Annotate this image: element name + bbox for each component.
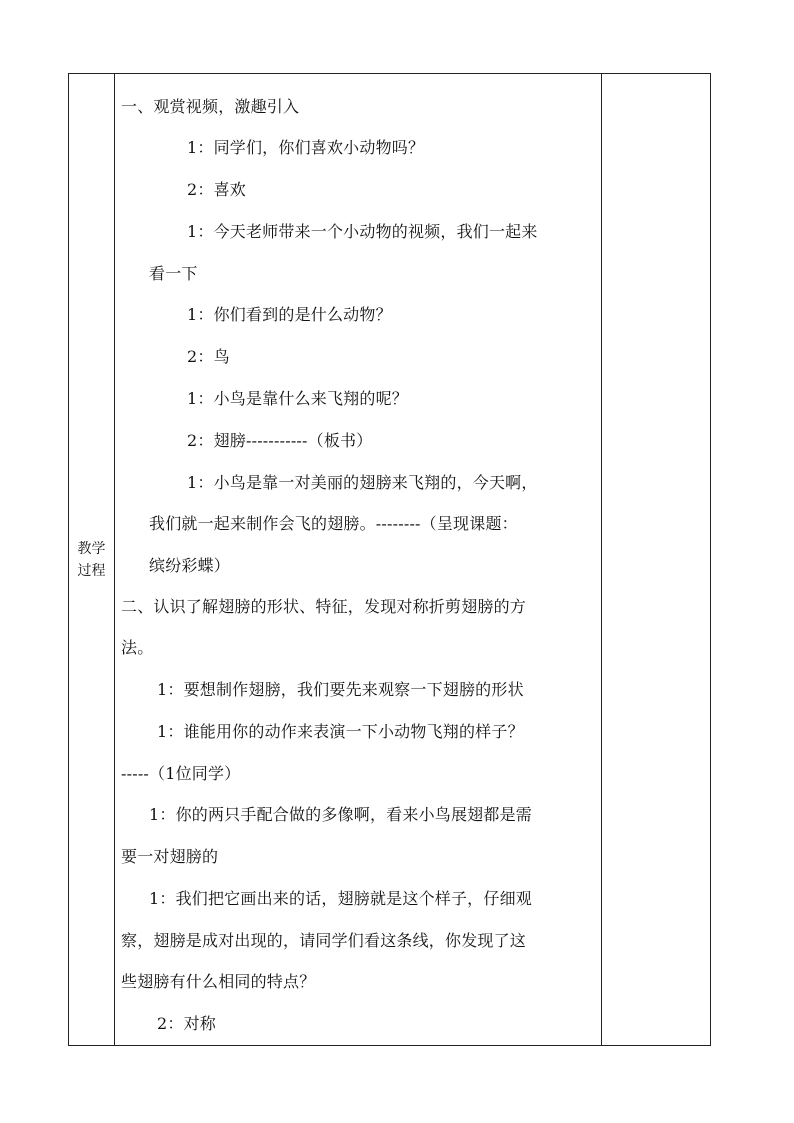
text-line: 1：今天老师带来一个小动物的视频，我们一起来 — [187, 222, 538, 241]
text-line: 1：要想制作翅膀，我们要先来观察一下翅膀的形状 — [157, 680, 524, 699]
text-line: 2：喜欢 — [187, 180, 246, 199]
text-line: 察，翅膀是成对出现的，请同学们看这条线，你发现了这 — [121, 931, 527, 950]
text-line: 二、认识了解翅膀的形状、特征，发现对称折剪翅膀的方 — [121, 597, 527, 616]
text-line: 2：翅膀-----------（板书） — [187, 431, 373, 450]
text-line: 1：我们把它画出来的话，翅膀就是这个样子，仔细观 — [149, 889, 532, 908]
text-line: 一、观赏视频，激趣引入 — [121, 97, 300, 116]
text-line: 1：你的两只手配合做的多像啊，看来小鸟展翅都是需 — [149, 805, 532, 824]
text-line: 2：鸟 — [187, 347, 230, 366]
text-line: 些翅膀有什么相同的特点？ — [121, 972, 316, 991]
text-line: 2：对称 — [157, 1014, 216, 1033]
column-divider-right — [601, 74, 602, 1045]
lesson-table — [68, 73, 711, 1046]
text-line: 1：同学们，你们喜欢小动物吗？ — [187, 138, 425, 157]
text-line: 1：小鸟是靠一对美丽的翅膀来飞翔的，今天啊， — [187, 473, 538, 492]
row-label: 教学过程 — [77, 540, 106, 579]
text-line: 我们就一起来制作会飞的翅膀。--------（呈现课题： — [149, 514, 518, 533]
text-line: 1：谁能用你的动作来表演一下小动物飞翔的样子？ — [157, 722, 524, 741]
text-line: 缤纷彩蝶） — [149, 556, 231, 575]
text-line: 看一下 — [149, 264, 198, 283]
text-line: -----（1位同学） — [121, 764, 241, 783]
text-line: 1：你们看到的是什么动物？ — [187, 305, 392, 324]
text-line: 要一对翅膀的 — [121, 847, 219, 866]
text-line: 1：小鸟是靠什么来飞翔的呢？ — [187, 389, 408, 408]
column-divider-left — [114, 74, 115, 1045]
text-line: 法。 — [121, 638, 154, 657]
row-label-cell — [69, 74, 114, 1045]
